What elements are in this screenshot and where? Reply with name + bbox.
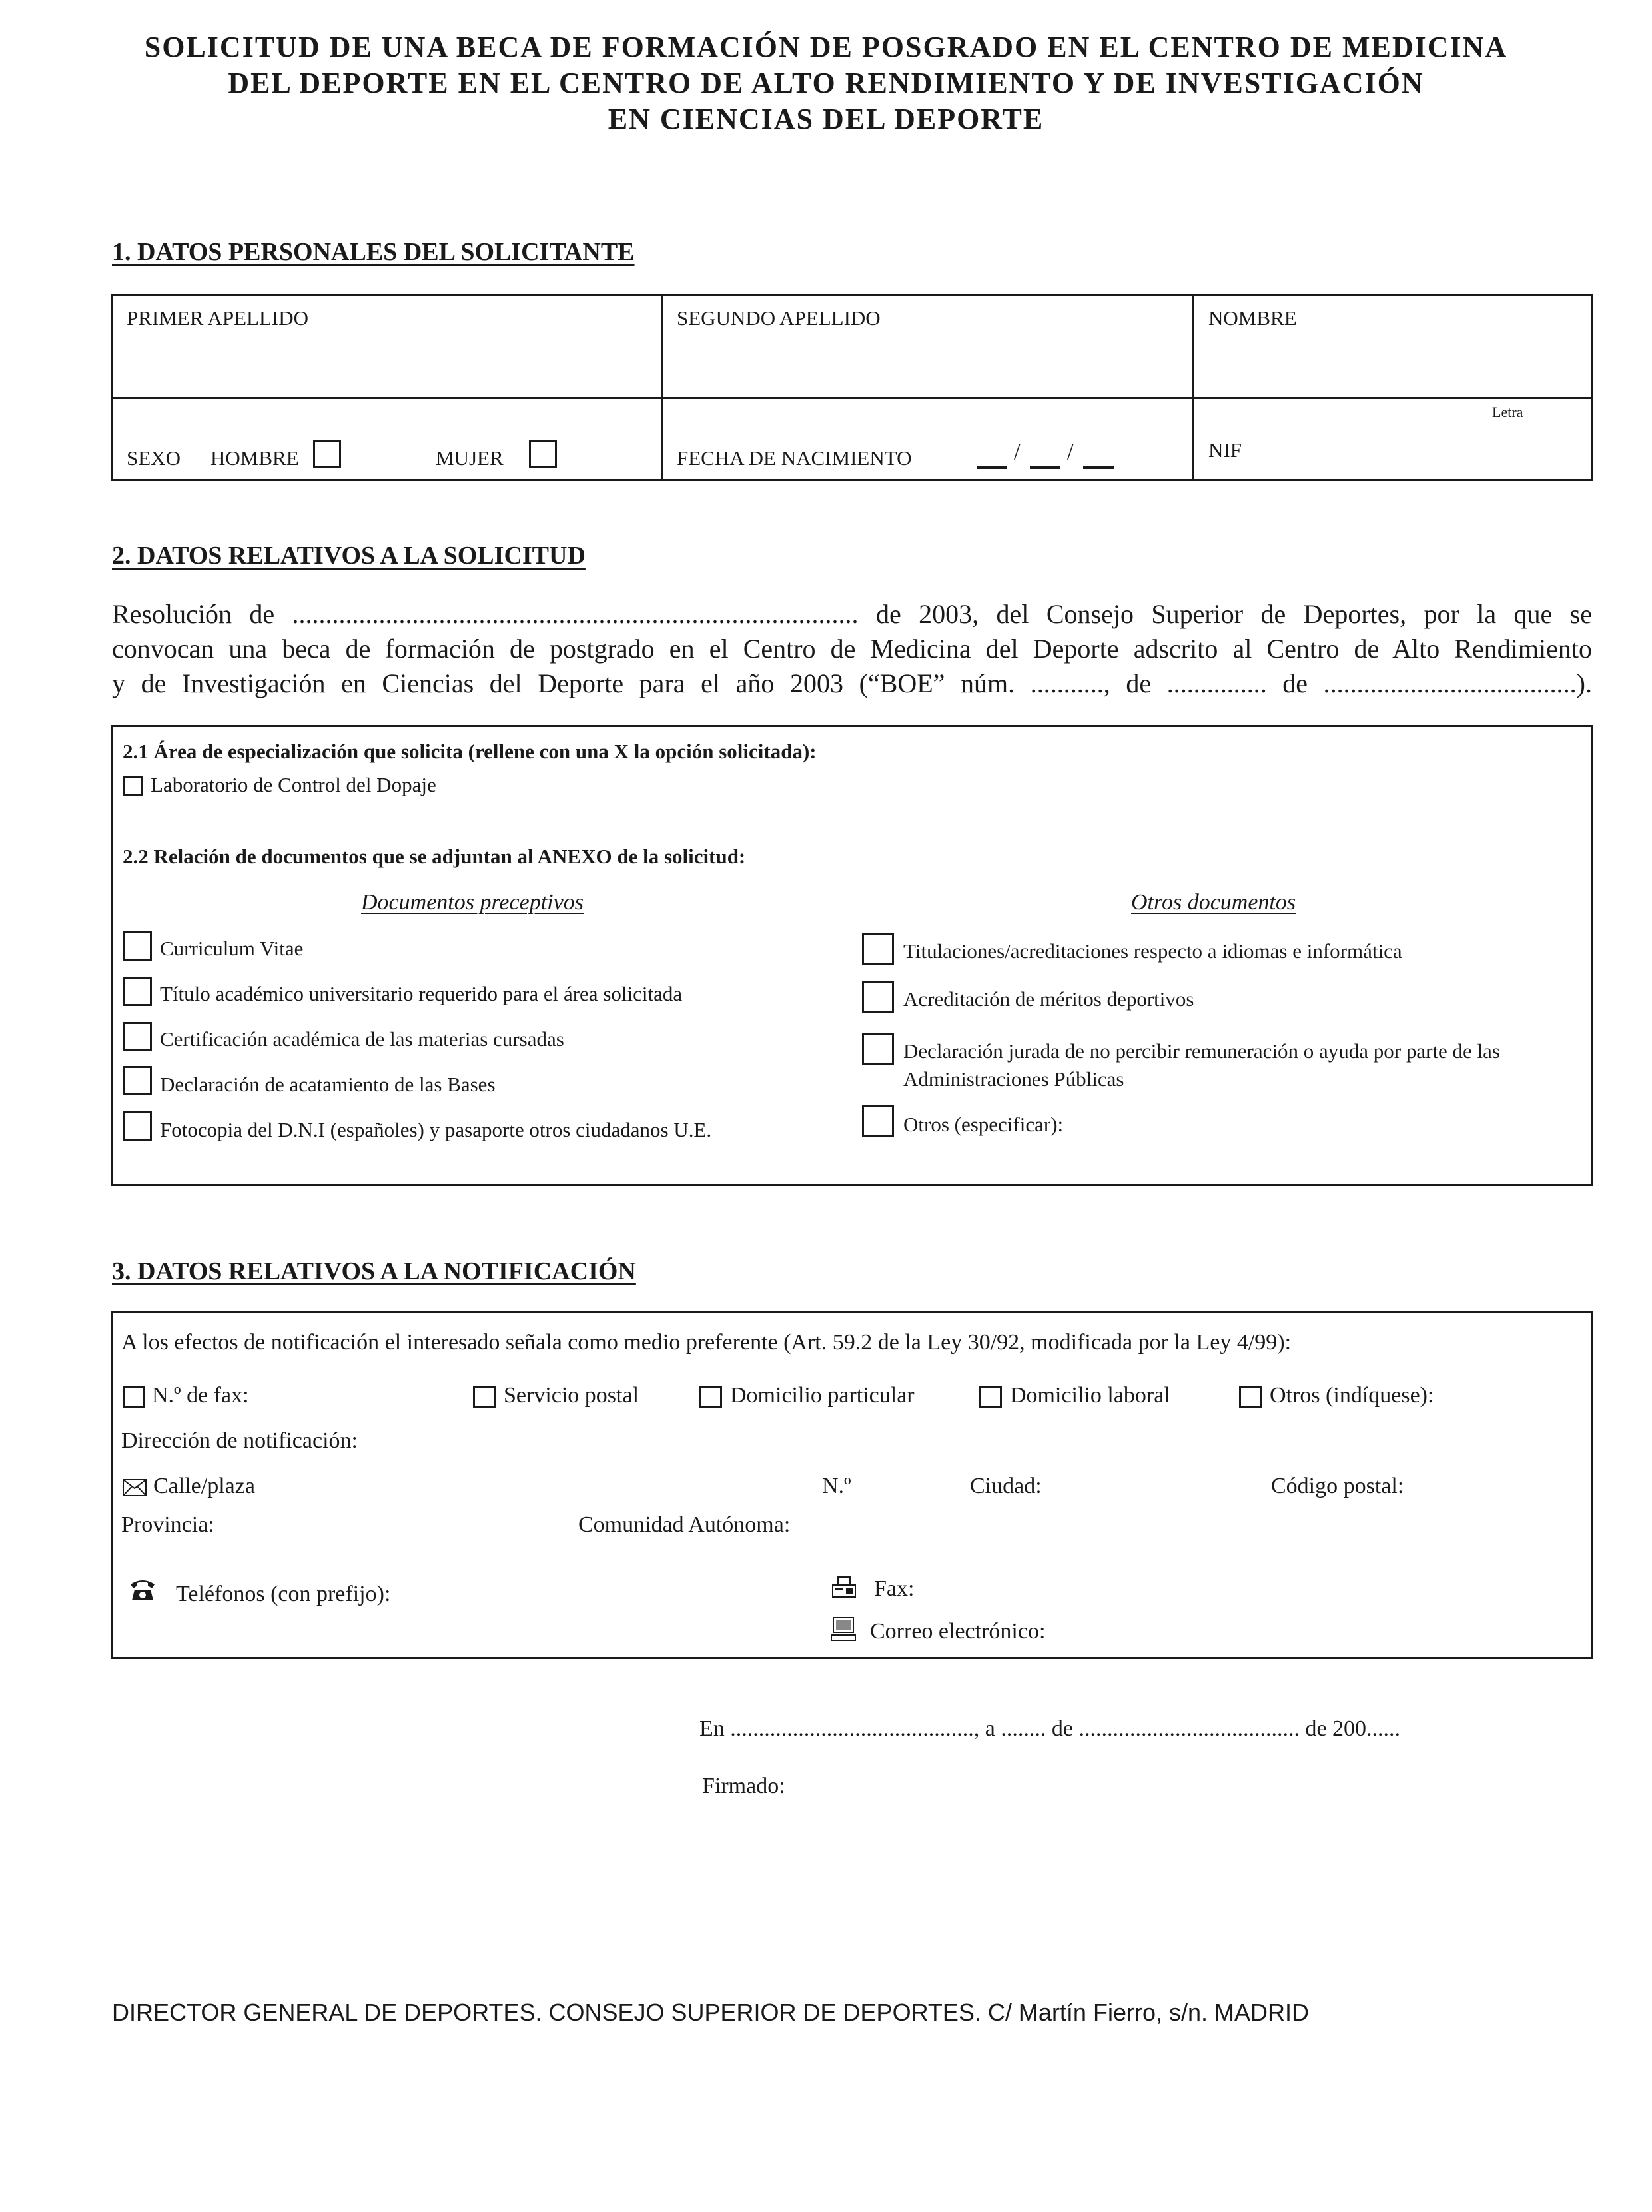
- titulaciones-label: Titulaciones/acreditaciones respecto a idiomas e informática: [903, 939, 1402, 963]
- otros-option-label: Otros (indíquese):: [1270, 1383, 1434, 1408]
- acatamiento-label: Declaración de acatamiento de las Bases: [160, 1073, 496, 1096]
- otros-docs-label: Otros (especificar):: [903, 1113, 1064, 1136]
- otros-option-checkbox[interactable]: [1239, 1386, 1262, 1408]
- other-docs-heading: Otros documentos: [1131, 890, 1296, 915]
- curriculum-checkbox[interactable]: [123, 931, 152, 961]
- title-line-1: SOLICITUD DE UNA BECA DE FORMACIÓN DE POSGRADO EN EL CENTRO DE MEDICINA: [144, 31, 1508, 63]
- titulaciones-checkbox[interactable]: [862, 933, 894, 965]
- title-line-2: DEL DEPORTE EN EL CENTRO DE ALTO RENDIMIENTO Y DE INVESTIGACIÓN: [228, 67, 1424, 99]
- firmado-label: Firmado:: [702, 1774, 785, 1798]
- direccion-label: Dirección de notificación:: [121, 1428, 358, 1453]
- segundo-apellido-field[interactable]: [667, 333, 1186, 390]
- laboratorio-label: Laboratorio de Control del Dopaje: [151, 773, 436, 796]
- meritos-label: Acreditación de méritos deportivos: [903, 987, 1194, 1011]
- resolution-paragraph: [112, 597, 1592, 701]
- nombre-field[interactable]: [1199, 333, 1585, 390]
- telephone-icon: [128, 1576, 157, 1603]
- required-docs-heading: Documentos preceptivos: [361, 890, 584, 915]
- laboratorio-checkbox[interactable]: [123, 776, 143, 796]
- document-title: [0, 29, 1652, 137]
- documents-title: 2.2 Relación de documentos que se adjuntan al ANEXO de la solicitud:: [123, 845, 746, 868]
- nif-field[interactable]: [1252, 426, 1585, 474]
- signature-area[interactable]: [813, 1766, 1412, 1886]
- date-separator: /: [1014, 440, 1021, 464]
- title-line-3: EN CIENCIAS DEL DEPORTE: [608, 103, 1044, 135]
- titulo-label: Título académico universitario requerido para el área solicitada: [160, 982, 683, 1005]
- notch-bottom-border: [811, 1657, 1593, 1659]
- fotocopia-label: Fotocopia del D.N.I (españoles) y pasaporte otros ciudadanos U.E.: [160, 1118, 712, 1141]
- fax-contact-label: Fax:: [874, 1576, 915, 1601]
- date-separator: /: [1067, 440, 1074, 464]
- notch-right-border: [1591, 1556, 1593, 1659]
- codigo-postal-label: Código postal:: [1271, 1474, 1404, 1498]
- table-col-divider-1: [661, 294, 663, 481]
- calle-label: Calle/plaza: [153, 1474, 255, 1498]
- place-date-line: En ..........................................., a ........ de ....................................... de 200......: [699, 1716, 1401, 1741]
- primer-apellido-label: PRIMER APELLIDO: [127, 306, 308, 330]
- envelope-icon: [123, 1479, 147, 1496]
- letra-label: Letra: [1492, 404, 1523, 420]
- table-col-divider-2: [1192, 294, 1194, 481]
- otros-docs-checkbox[interactable]: [862, 1105, 894, 1137]
- certificacion-checkbox[interactable]: [123, 1022, 152, 1051]
- nif-label: NIF: [1208, 438, 1242, 462]
- fotocopia-checkbox[interactable]: [123, 1111, 152, 1141]
- birth-day-field[interactable]: [977, 466, 1007, 469]
- comunidad-label: Comunidad Autónoma:: [578, 1512, 791, 1537]
- servicio-postal-label: Servicio postal: [504, 1383, 639, 1408]
- section-3-heading: 3. DATOS RELATIVOS A LA NOTIFICACIÓN: [112, 1257, 636, 1285]
- notification-intro: A los efectos de notificación el interesado señala como medio preferente (Art. 59.2 de la Ley 30/92, modificada por la Ley 4/99):: [121, 1330, 1292, 1355]
- mujer-checkbox[interactable]: [529, 440, 557, 468]
- certificacion-label: Certificación académica de las materias cursadas: [160, 1027, 564, 1051]
- box-notch: [813, 1556, 1599, 1663]
- domicilio-particular-checkbox[interactable]: [699, 1386, 722, 1408]
- footer-address: DIRECTOR GENERAL DE DEPORTES. CONSEJO SUPERIOR DE DEPORTES. C/ Martín Fierro, s/n. MADRID: [112, 1999, 1309, 2026]
- hombre-checkbox[interactable]: [313, 440, 341, 468]
- domicilio-particular-label: Domicilio particular: [730, 1383, 915, 1408]
- mujer-label: MUJER: [436, 446, 504, 470]
- declaracion-jurada-label-cont: Administraciones Públicas: [903, 1067, 1124, 1091]
- servicio-postal-checkbox[interactable]: [473, 1386, 496, 1408]
- provincia-label: Provincia:: [121, 1512, 214, 1537]
- curriculum-label: Curriculum Vitae: [160, 937, 304, 960]
- telefonos-label: Teléfonos (con prefijo):: [176, 1582, 391, 1606]
- birth-year-field[interactable]: [1083, 466, 1114, 469]
- computer-icon: [830, 1616, 857, 1642]
- nombre-label: NOMBRE: [1208, 306, 1297, 330]
- fecha-nacimiento-label: FECHA DE NACIMIENTO: [677, 446, 912, 470]
- numero-label: N.º: [822, 1474, 851, 1498]
- specialization-title: 2.1 Área de especialización que solicita (rellene con una X la opción solicitada):: [123, 740, 817, 763]
- section-1-heading: 1. DATOS PERSONALES DEL SOLICITANTE: [112, 238, 635, 266]
- resolution-line-2: convocan una beca de formación de postgrado en el Centro de Medicina del Deporte adscrito al Centro de Alto Rendimiento: [112, 634, 1592, 664]
- domicilio-laboral-label: Domicilio laboral: [1010, 1383, 1170, 1408]
- domicilio-laboral-checkbox[interactable]: [979, 1386, 1002, 1408]
- segundo-apellido-label: SEGUNDO APELLIDO: [677, 306, 881, 330]
- fax-option-label: N.º de fax:: [152, 1383, 249, 1408]
- birth-month-field[interactable]: [1030, 466, 1060, 469]
- resolution-line-1: Resolución de ..................................................................................... de 2003, del Consejo Superior de Deportes, por la que se: [112, 599, 1592, 629]
- resolution-line-3: y de Investigación en Ciencias del Deporte para el año 2003 (“BOE” núm. ..........., de ............... de ......................................).: [112, 668, 1592, 698]
- sexo-label: SEXO: [127, 446, 181, 470]
- table-row-divider: [111, 397, 1593, 399]
- fax-option-checkbox[interactable]: [123, 1386, 145, 1408]
- fax-machine-icon: [831, 1576, 857, 1599]
- ciudad-label: Ciudad:: [970, 1474, 1042, 1498]
- acatamiento-checkbox[interactable]: [123, 1066, 152, 1095]
- primer-apellido-field[interactable]: [117, 333, 654, 390]
- hombre-label: HOMBRE: [210, 446, 299, 470]
- declaracion-jurada-checkbox[interactable]: [862, 1033, 894, 1065]
- meritos-checkbox[interactable]: [862, 981, 894, 1013]
- declaracion-jurada-label: Declaración jurada de no percibir remuneración o ayuda por parte de las: [903, 1039, 1500, 1063]
- correo-label: Correo electrónico:: [870, 1619, 1046, 1644]
- titulo-checkbox[interactable]: [123, 977, 152, 1006]
- section-2-heading: 2. DATOS RELATIVOS A LA SOLICITUD: [112, 542, 586, 570]
